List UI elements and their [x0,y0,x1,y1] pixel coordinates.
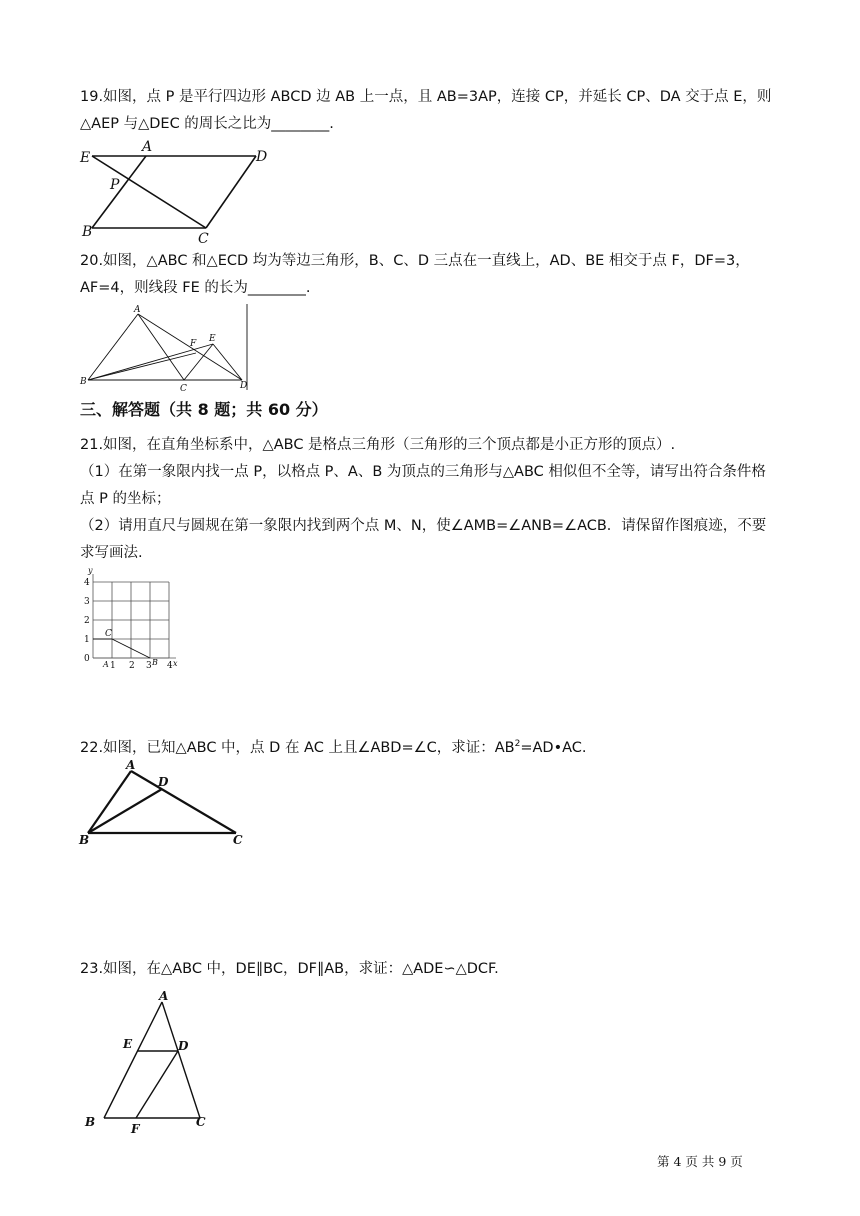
fig21-x-tick: 4 [167,661,173,671]
fig22-label-A: A [126,758,136,772]
fig20-label-E: E [209,334,216,344]
question-22-text-before: 22.如图，已知△ABC 中，点 D 在 AC 上且∠ABD=∠C，求证：AB [80,739,515,756]
fig19-label-C: C [198,231,209,247]
fig21-y-tick: 4 [84,578,90,588]
question-19-text: 19.如图，点 P 是平行四边形 ABCD 边 AB 上一点，且 AB=3AP，连接 CP，并延长 CP、DA 交于点 E，则△AEP 与△DEC 的周长之比为________. [80,89,772,132]
fig19-label-P: P [110,177,120,193]
fig22-label-B: B [79,833,90,847]
question-21-part1: （1）在第一象限内找一点 P，以格点 P、A、B 为顶点的三角形与△ABC 相似但不全等，请写出符合条件格点 P 的坐标； [80,464,766,507]
figure-23-triangle [80,988,215,1136]
fig23-label-A: A [159,989,169,1003]
question-23-text: 23.如图，在△ABC 中，DE∥BC，DF∥AB，求证：△ADE∽△DCF. [80,961,499,977]
fig23-label-E: E [123,1037,133,1051]
question-22-superscript: 2 [514,739,521,749]
fig20-label-F: F [190,339,197,349]
section-heading: 三、解答题（共 8 题；共 60 分） [80,400,328,419]
fig23-label-D: D [178,1039,189,1053]
fig22-label-C: C [233,833,243,847]
fig21-axis-x: x [173,659,178,668]
fig20-label-B: B [80,377,87,387]
fig20-label-A: A [134,305,141,315]
figure-21-coordinate-grid [80,566,190,676]
fig21-y-tick: 2 [84,616,90,626]
question-22-text-after: =AD•AC. [520,739,587,756]
fig23-label-F: F [131,1122,140,1136]
fig21-x-tick: 2 [129,661,135,671]
fig20-label-C: C [180,384,187,394]
fig21-x-tick: 1 [110,661,116,671]
fig19-label-D: D [256,149,268,165]
fig21-y-tick: 3 [84,597,90,607]
fig21-x-tick: 3 [146,661,152,671]
fig21-axis-y: y [88,566,93,575]
fig21-y-tick: 0 [84,654,90,664]
fig19-label-A: A [142,139,153,155]
fig19-label-B: B [82,224,93,240]
question-21-part2: （2）请用直尺与圆规在第一象限内找到两个点 M、N，使∠AMB=∠ANB=∠ACB．请保留作图痕迹，不要求写画法. [80,518,767,561]
question-20-text: 20.如图，△ABC 和△ECD 均为等边三角形，B、C、D 三点在一直线上，AD、BE 相交于点 F，DF=3，AF=4，则线段 FE 的长为________. [80,253,750,296]
fig19-label-E: E [80,150,91,166]
fig21-y-tick: 1 [84,635,90,645]
fig22-label-D: D [158,775,169,789]
fig21-label-B: B [152,658,158,667]
fig23-label-B: B [85,1115,96,1129]
fig21-label-C: C [105,629,112,639]
question-21-intro: 21.如图，在直角坐标系中，△ABC 是格点三角形（三角形的三个顶点都是小正方形的顶点）. [80,437,676,453]
figure-19-parallelogram [78,138,278,247]
fig21-label-A: A [103,660,109,669]
figure-22-triangle [78,758,253,850]
fig23-label-C: C [196,1115,206,1129]
fig20-label-D: D [240,381,248,391]
page-footer: 第 4 页 共 9 页 [657,1154,743,1169]
figure-20-triangles [80,302,255,394]
